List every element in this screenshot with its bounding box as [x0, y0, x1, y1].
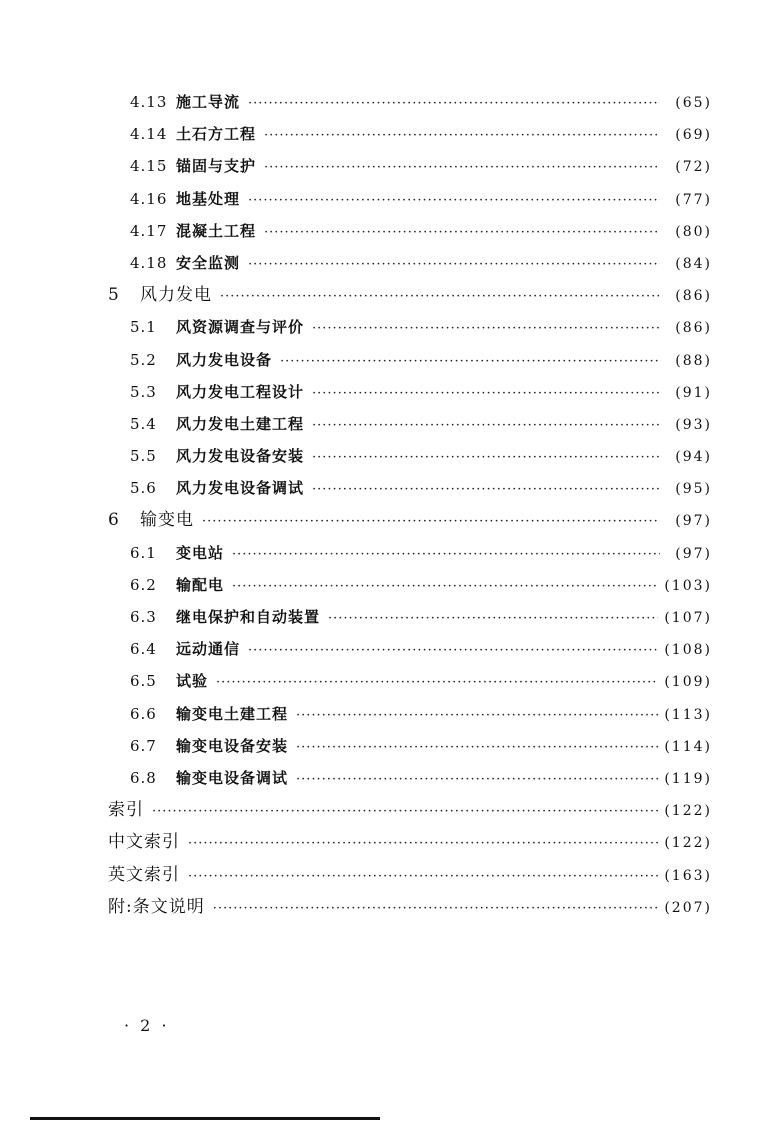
- toc-entry[interactable]: [108, 344, 712, 376]
- section-title: 附:条文说明: [108, 896, 205, 917]
- toc-entry[interactable]: [108, 118, 712, 150]
- toc-chapter[interactable]: [108, 279, 712, 311]
- entry-page: (107): [664, 610, 712, 626]
- toc-entry[interactable]: [108, 665, 712, 697]
- toc-entry[interactable]: [108, 215, 712, 247]
- entry-number: 6.4: [130, 640, 157, 659]
- entry-page: (77): [675, 191, 712, 208]
- entry-title: 输变电设备安装: [176, 736, 289, 755]
- entry-page: (122): [664, 835, 712, 852]
- toc-section[interactable]: [108, 826, 712, 858]
- entry-title: 变电站: [176, 543, 225, 562]
- dot-leader: [248, 635, 658, 667]
- toc-section[interactable]: [108, 891, 712, 923]
- entry-page: (109): [664, 674, 712, 691]
- toc-entry[interactable]: [108, 472, 712, 504]
- dot-leader: [248, 249, 660, 281]
- dot-leader: [312, 313, 660, 345]
- toc-entry[interactable]: [108, 376, 712, 408]
- toc-entry[interactable]: [108, 183, 712, 215]
- dot-leader: [232, 571, 658, 603]
- entry-page: (119): [664, 770, 712, 787]
- entry-title: 风资源调查与评价: [176, 318, 305, 337]
- entry-page: (91): [675, 384, 712, 401]
- entry-title: 输变电设备调试: [176, 768, 289, 787]
- entry-title: 土石方工程: [176, 125, 257, 144]
- entry-title: 锚固与支护: [176, 157, 257, 176]
- dot-leader: [264, 217, 660, 249]
- entry-number: 4.17: [130, 221, 168, 240]
- dot-leader: [232, 539, 660, 571]
- dot-leader: [312, 410, 660, 442]
- entry-title: 试验: [176, 672, 209, 691]
- entry-number: 5.4: [130, 414, 157, 433]
- entry-number: 5.3: [130, 382, 157, 401]
- dot-leader: [296, 764, 658, 796]
- toc-entry[interactable]: [108, 569, 712, 601]
- dot-leader: [213, 893, 659, 925]
- toc-section[interactable]: [108, 859, 712, 891]
- section-title: 中文索引: [108, 832, 180, 853]
- entry-page: (94): [675, 449, 712, 466]
- dot-leader: [312, 442, 660, 474]
- toc-entry[interactable]: [108, 440, 712, 472]
- toc-entry[interactable]: [108, 247, 712, 279]
- entry-page: (86): [675, 288, 712, 305]
- dot-leader: [264, 152, 660, 184]
- dot-leader: [248, 185, 660, 217]
- entry-page: (95): [675, 481, 712, 498]
- entry-page: (97): [675, 545, 712, 562]
- section-title: 索引: [108, 800, 144, 821]
- entry-title: 施工导流: [176, 93, 241, 111]
- entry-number: 6.8: [130, 768, 157, 787]
- dot-leader: [312, 474, 660, 506]
- dot-leader: [312, 378, 660, 410]
- dot-leader: [188, 861, 658, 893]
- entry-page: (69): [675, 127, 712, 144]
- entry-number: 6.3: [130, 608, 157, 626]
- entry-number: 6.1: [130, 543, 157, 562]
- dot-leader: [328, 603, 658, 635]
- entry-title: 输变电土建工程: [176, 704, 289, 723]
- bottom-rule: [30, 1117, 380, 1120]
- dot-leader: [220, 281, 660, 313]
- page-number: · 2 ·: [124, 1016, 170, 1035]
- toc-entry[interactable]: [108, 762, 712, 794]
- entry-number: 5.1: [130, 318, 157, 337]
- entry-title: 远动通信: [176, 640, 241, 659]
- entry-page: (103): [664, 577, 712, 594]
- entry-page: (163): [664, 867, 712, 884]
- entry-number: 6.2: [130, 575, 157, 594]
- entry-number: 4.18: [130, 253, 168, 272]
- entry-page: (86): [675, 320, 712, 337]
- entry-title: 地基处理: [176, 189, 241, 208]
- table-of-contents: [108, 86, 712, 923]
- entry-title: 安全监测: [176, 253, 241, 272]
- dot-leader: [188, 828, 658, 860]
- toc-section[interactable]: [108, 794, 712, 826]
- chapter-title: 输变电: [140, 510, 194, 531]
- entry-page: (65): [675, 95, 712, 111]
- entry-page: (80): [675, 223, 712, 240]
- toc-chapter[interactable]: [108, 504, 712, 536]
- entry-page: (72): [675, 159, 712, 176]
- dot-leader: [152, 796, 658, 828]
- dot-leader: [248, 88, 660, 120]
- entry-title: 继电保护和自动装置: [176, 608, 321, 626]
- toc-entry[interactable]: [108, 730, 712, 762]
- dot-leader: [216, 667, 658, 699]
- entry-number: 6.7: [130, 736, 157, 755]
- entry-title: 混凝土工程: [176, 221, 257, 240]
- chapter-number: 5: [108, 285, 120, 306]
- dot-leader: [264, 120, 660, 152]
- dot-leader: [202, 506, 660, 538]
- entry-page: (88): [675, 352, 712, 369]
- entry-page: (93): [675, 416, 712, 433]
- toc-entry[interactable]: [108, 633, 712, 665]
- entry-page: (84): [675, 255, 712, 272]
- toc-entry[interactable]: [108, 86, 712, 118]
- toc-entry[interactable]: [108, 408, 712, 440]
- dot-leader: [280, 346, 660, 378]
- entry-title: 风力发电设备调试: [176, 479, 305, 498]
- entry-number: 5.2: [130, 350, 157, 369]
- entry-number: 5.6: [130, 479, 157, 498]
- toc-entry[interactable]: [108, 537, 712, 569]
- entry-number: 5.5: [130, 447, 157, 466]
- entry-number: 4.13: [130, 93, 168, 111]
- entry-page: (207): [664, 899, 712, 916]
- entry-title: 风力发电土建工程: [176, 414, 305, 433]
- entry-number: 4.16: [130, 189, 168, 208]
- entry-page: (114): [664, 738, 712, 755]
- entry-page: (122): [664, 803, 712, 820]
- chapter-title: 风力发电: [140, 285, 212, 306]
- entry-title: 风力发电工程设计: [176, 382, 305, 401]
- entry-title: 风力发电设备: [176, 350, 273, 369]
- toc-entry[interactable]: [108, 311, 712, 343]
- toc-entry[interactable]: [108, 150, 712, 182]
- entry-number: 4.14: [130, 125, 168, 144]
- section-title: 英文索引: [108, 864, 180, 885]
- entry-number: 4.15: [130, 157, 168, 176]
- entry-title: 输配电: [176, 575, 225, 594]
- chapter-number: 6: [108, 510, 120, 531]
- entry-number: 6.6: [130, 704, 157, 723]
- entry-page: (97): [675, 513, 712, 530]
- dot-leader: [296, 732, 658, 764]
- entry-number: 6.5: [130, 672, 157, 691]
- toc-entry[interactable]: [108, 601, 712, 633]
- entry-page: (113): [664, 706, 712, 723]
- entry-title: 风力发电设备安装: [176, 447, 305, 466]
- dot-leader: [296, 700, 658, 732]
- toc-entry[interactable]: [108, 698, 712, 730]
- entry-page: (108): [664, 642, 712, 659]
